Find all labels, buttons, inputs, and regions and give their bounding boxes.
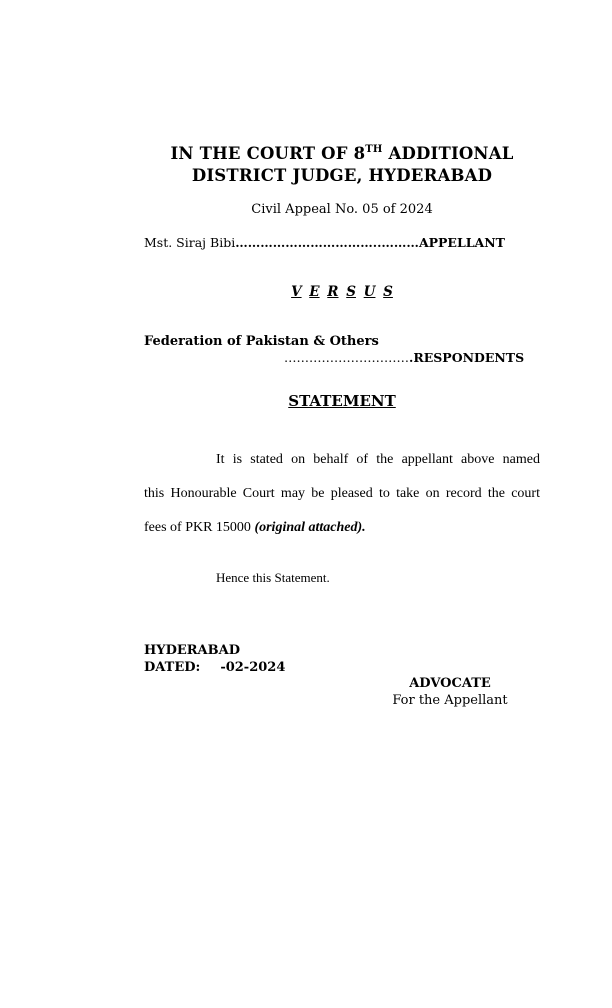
statement-title: STATEMENT [288,392,396,410]
ordinal-superscript: TH [365,144,383,155]
closing-line: Hence this Statement. [216,570,330,585]
appellant-name: Mst. Siraj Bibi [144,235,236,250]
case-number: Civil Appeal No. 05 of 2024 [251,202,433,217]
court-heading-text: IN THE COURT OF 8 [170,144,366,163]
versus-letter: R [327,284,339,300]
versus-letter: S [383,284,393,300]
appellant-label: APPELLANT [418,235,505,250]
versus-letter: V [291,284,302,300]
body-line-1: It is stated on behalf of the appellant above named [216,452,540,467]
original-attached-note: (original attached). [254,520,366,535]
respondent-dots: ………………………… [284,350,409,365]
respondent-name: Federation of Pakistan & Others [144,334,379,349]
court-heading-suffix: ADDITIONAL [382,144,514,163]
signature-subtitle: For the Appellant [392,693,508,708]
place: HYDERABAD [144,643,240,658]
versus-letter: E [309,284,320,300]
respondent-label: .RESPONDENTS [409,350,525,365]
body-line-3 [144,520,540,536]
versus-letter: U [363,284,376,300]
court-heading-line1 [0,144,612,163]
appellant-dots: ……………………………..……… [235,235,419,250]
respondent-line [284,350,524,365]
court-heading-line2: DISTRICT JUDGE, HYDERABAD [191,166,493,185]
signature-title: ADVOCATE [409,676,491,691]
date-value: -02-2024 [220,660,286,675]
versus-letter: S [346,284,356,300]
date-line [144,660,285,675]
body-line-3-text: fees of PKR 15000 [144,520,255,535]
body-line-2: this Honourable Court may be pleased to take on record the court [144,486,540,501]
date-label: DATED: [144,660,201,675]
versus-heading [0,284,612,300]
appellant-line [144,235,505,250]
